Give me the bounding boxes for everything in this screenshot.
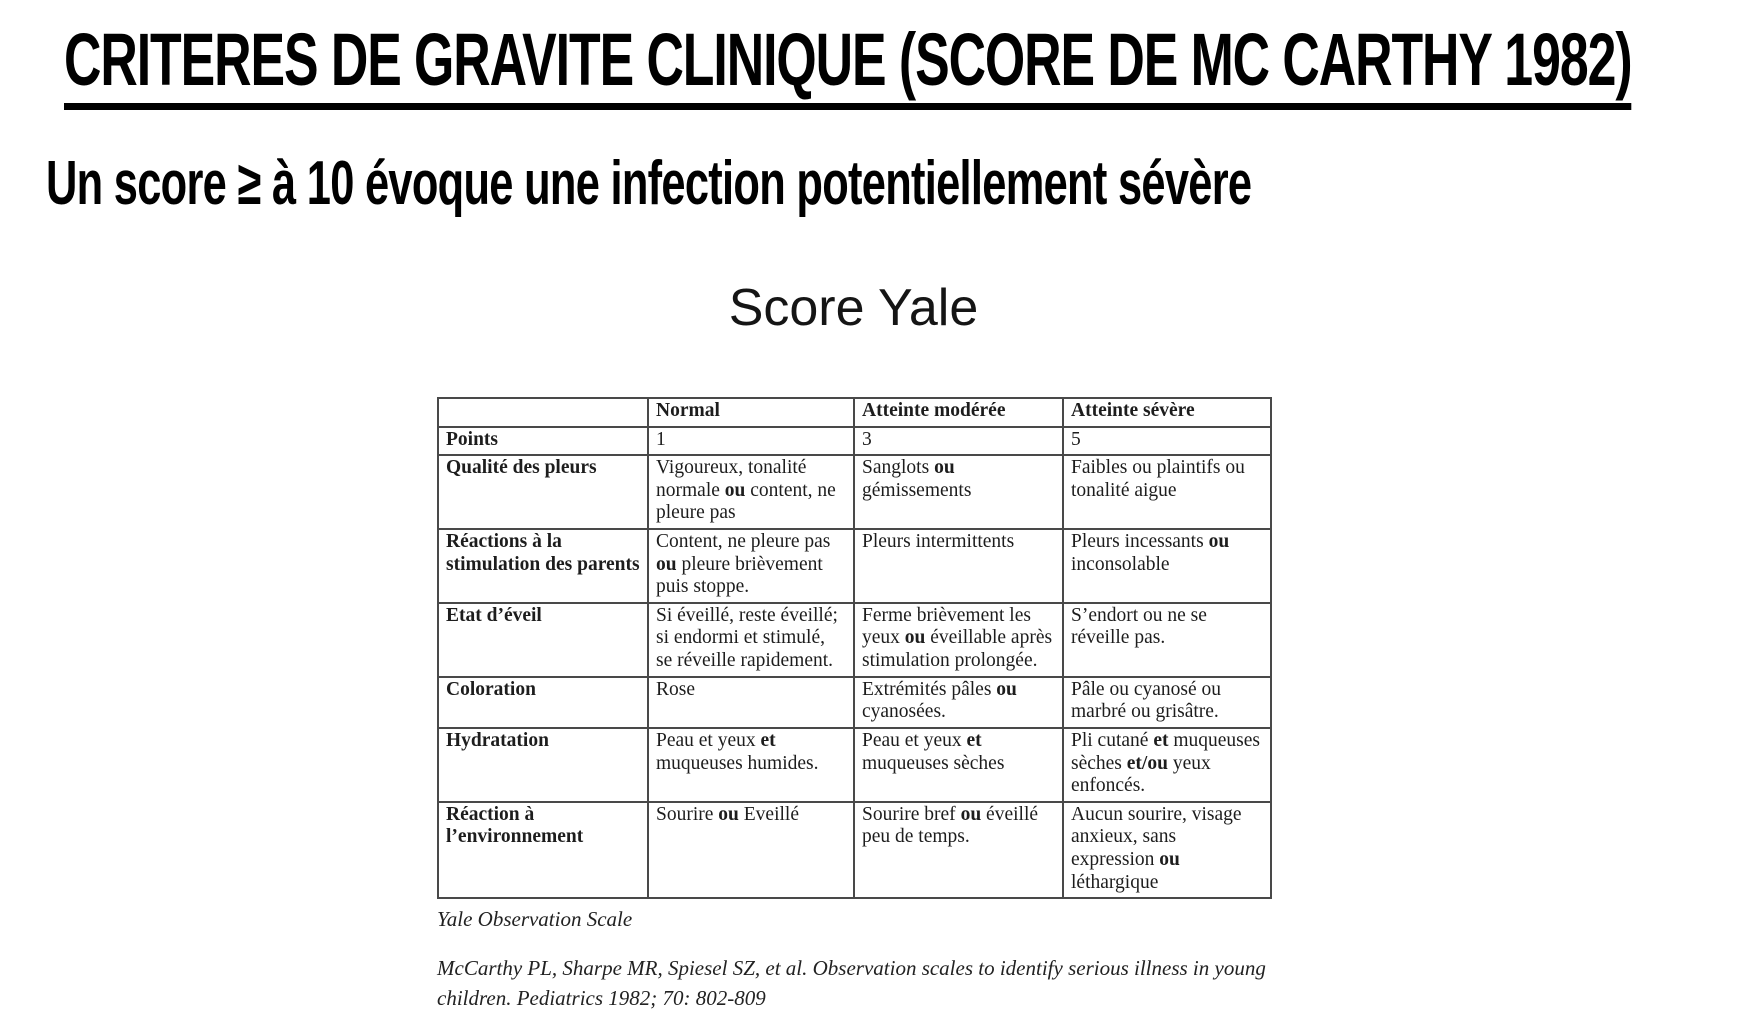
table-cell: Pleurs incessants ou inconsolable [1063, 529, 1271, 603]
subtitle-text: Un score ≥ à 10 évoque une infection potentiellement sévère [46, 149, 1252, 218]
table-cell: Pli cutané et muqueuses sèches et/ou yeux enfoncés. [1063, 728, 1271, 802]
table-row [438, 728, 1271, 802]
table-cell: 5 [1063, 427, 1271, 456]
table-cell: Aucun sourire, visage anxieux, sans expression ou léthargique [1063, 802, 1271, 898]
corner-cell [438, 398, 648, 427]
row-label: Qualité des pleurs [438, 455, 648, 529]
table-cell: 3 [854, 427, 1063, 456]
slide-title-wrap [64, 20, 1758, 110]
table-cell: 1 [648, 427, 854, 456]
table-cell: Faibles ou plaintifs ou tonalité aigue [1063, 455, 1271, 529]
table-cell: Rose [648, 677, 854, 728]
slide-subtitle-wrap [46, 150, 1758, 218]
table-cell: Vigoureux, tonalité normale ou content, ne pleure pas [648, 455, 854, 529]
table-row [438, 677, 1271, 728]
table-row [438, 455, 1271, 529]
table-row [438, 802, 1271, 898]
table-row [438, 603, 1271, 677]
table-cell: Peau et yeux et muqueuses humides. [648, 728, 854, 802]
table-cell: Ferme brièvement les yeux ou éveillable après stimulation prolongée. [854, 603, 1063, 677]
table-row [438, 427, 1271, 456]
figure-caption: Yale Observation Scale [437, 907, 633, 932]
table-cell: Pleurs intermittents [854, 529, 1063, 603]
table-cell: Sanglots ou gémissements [854, 455, 1063, 529]
row-label: Points [438, 427, 648, 456]
table-cell: Sourire ou Eveillé [648, 802, 854, 898]
table-cell: S’endort ou ne se réveille pas. [1063, 603, 1271, 677]
table-cell: Sourire bref ou éveillé peu de temps. [854, 802, 1063, 898]
column-header: Normal [648, 398, 854, 427]
column-header: Atteinte modérée [854, 398, 1063, 427]
table-cell: Pâle ou cyanosé ou marbré ou grisâtre. [1063, 677, 1271, 728]
table-cell: Peau et yeux et muqueuses sèches [854, 728, 1063, 802]
row-label: Coloration [438, 677, 648, 728]
table-cell: Extrémités pâles ou cyanosées. [854, 677, 1063, 728]
yale-score-table [437, 397, 1272, 899]
row-label: Etat d’éveil [438, 603, 648, 677]
yale-table-figure [437, 397, 1282, 1012]
row-label: Hydratation [438, 728, 648, 802]
citation-text: McCarthy PL, Sharpe MR, Spiesel SZ, et al. Observation scales to identify serious illness in young children. Pediatrics 1982; 70: 802-809 [437, 956, 1266, 1010]
table-title: Score Yale [728, 279, 979, 337]
row-label: Réactions à la stimulation des parents [438, 529, 648, 603]
row-label: Réaction à l’environnement [438, 802, 648, 898]
table-cell: Content, ne pleure pas ou pleure brièvement puis stoppe. [648, 529, 854, 603]
table-cell: Si éveillé, reste éveillé; si endormi et stimulé, se réveille rapidement. [648, 603, 854, 677]
column-header: Atteinte sévère [1063, 398, 1271, 427]
page-title: CRITERES DE GRAVITE CLINIQUE (SCORE DE MC CARTHY 1982) [64, 20, 1632, 110]
table-header-row [438, 398, 1271, 427]
table-row [438, 529, 1271, 603]
